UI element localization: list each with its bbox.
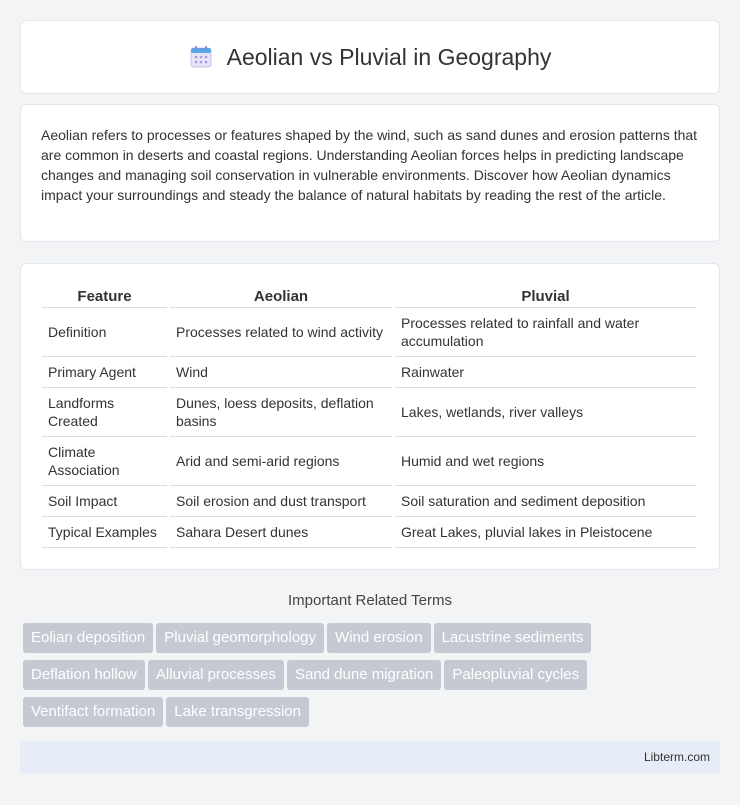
table-cell: Climate Association [42, 437, 167, 486]
intro-text: Aeolian refers to processes or features shaped by the wind, such as sand dunes and erosion patterns that are common in deserts and coastal regions. Understanding Aeolian forces helps in predicting landscape changes and managing soil conservation in vulnerable environments. Discover how Aeolian dynamics impact your surroundings and steady the balance of natural habitats by reading the rest of the article. [41, 127, 698, 203]
intro-card [20, 104, 720, 242]
header-aeolian: Aeolian [170, 286, 392, 308]
related-term-tag[interactable]: Eolian deposition [23, 623, 153, 653]
table-cell: Primary Agent [42, 357, 167, 388]
related-term-tag[interactable]: Pluvial geomorphology [156, 623, 324, 653]
table-row [42, 517, 696, 548]
related-term-tag[interactable]: Sand dune migration [287, 660, 441, 690]
table-cell: Wind [170, 357, 392, 388]
table-row [42, 437, 696, 486]
table-cell: Rainwater [395, 357, 696, 388]
table-row [42, 357, 696, 388]
comparison-table [39, 286, 699, 548]
footer [20, 741, 720, 774]
related-terms-list [23, 623, 723, 734]
related-term-tag[interactable]: Lake transgression [166, 697, 309, 727]
table-cell: Sahara Desert dunes [170, 517, 392, 548]
comparison-card [20, 263, 720, 570]
page-title: Aeolian vs Pluvial in Geography [226, 43, 552, 70]
related-term-tag[interactable]: Ventifact formation [23, 697, 163, 727]
table-cell: Great Lakes, pluvial lakes in Pleistocene [395, 517, 696, 548]
related-term-tag[interactable]: Wind erosion [327, 623, 431, 653]
table-row [42, 388, 696, 437]
related-term-tag[interactable]: Deflation hollow [23, 660, 145, 690]
table-cell: Landforms Created [42, 388, 167, 437]
footer-site-link[interactable]: Libterm.com [643, 750, 710, 764]
related-term-tag[interactable]: Lacustrine sediments [434, 623, 592, 653]
title-card [20, 20, 720, 94]
table-cell: Soil saturation and sediment deposition [395, 486, 696, 517]
table-cell: Typical Examples [42, 517, 167, 548]
calendar-grid-icon [189, 45, 213, 69]
related-terms-title: Important Related Terms [288, 592, 452, 609]
table-cell: Processes related to wind activity [170, 308, 392, 357]
header-pluvial: Pluvial [395, 286, 696, 308]
table-cell: Processes related to rainfall and water accumulation [395, 308, 696, 357]
table-cell: Soil Impact [42, 486, 167, 517]
related-term-tag[interactable]: Alluvial processes [148, 660, 284, 690]
table-row [42, 308, 696, 357]
table-cell: Arid and semi-arid regions [170, 437, 392, 486]
table-header-row [42, 286, 696, 308]
table-cell: Soil erosion and dust transport [170, 486, 392, 517]
table-cell: Definition [42, 308, 167, 357]
header-feature: Feature [42, 286, 167, 308]
table-cell: Humid and wet regions [395, 437, 696, 486]
table-cell: Lakes, wetlands, river valleys [395, 388, 696, 437]
related-term-tag[interactable]: Paleopluvial cycles [444, 660, 587, 690]
table-row [42, 486, 696, 517]
table-cell: Dunes, loess deposits, deflation basins [170, 388, 392, 437]
